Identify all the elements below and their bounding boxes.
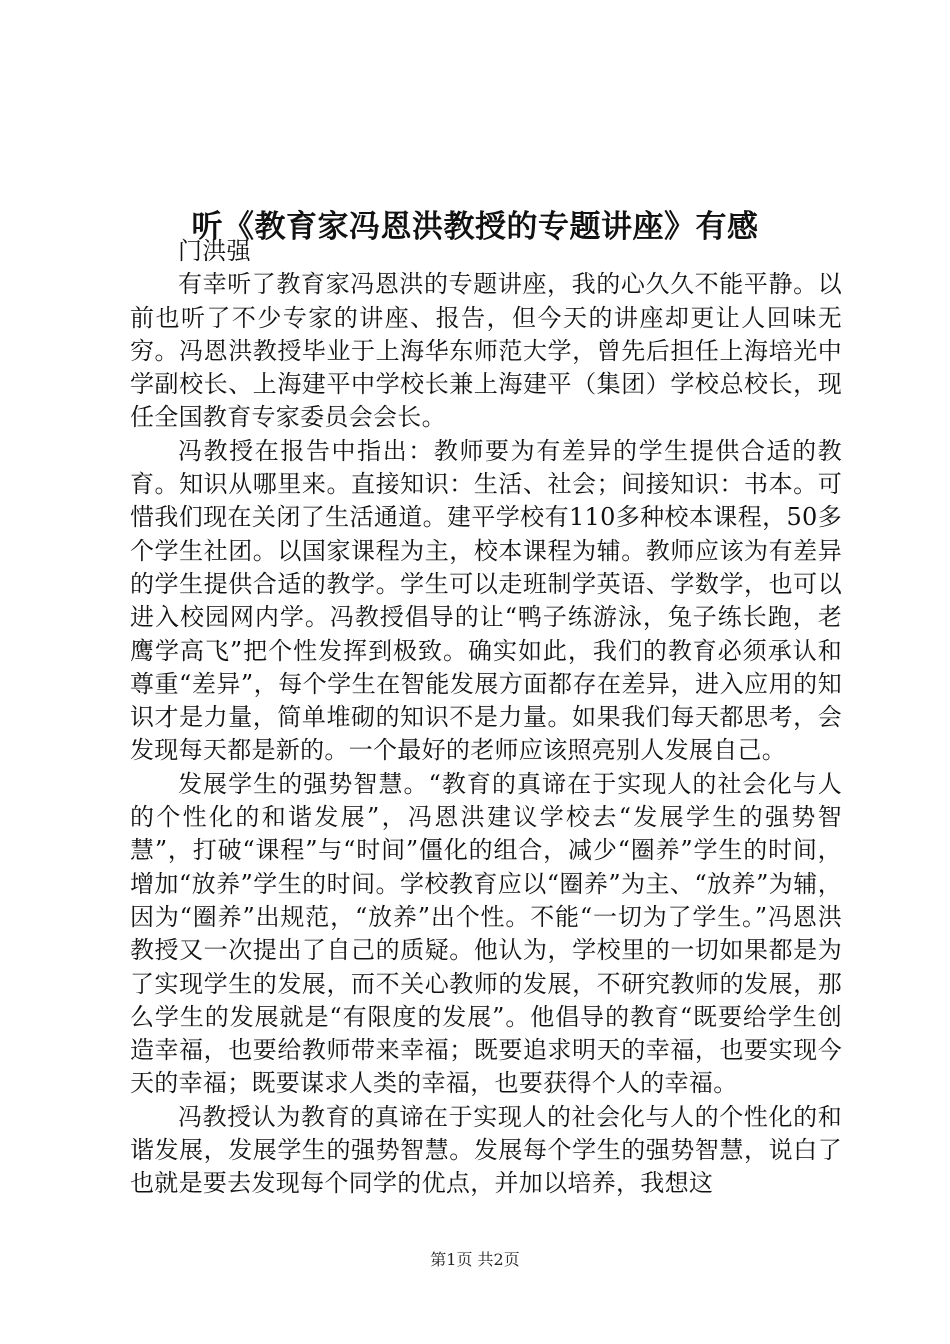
paragraph-differentiated-education: 冯教授在报告中指出：教师要为有差异的学生提供合适的教育。知识从哪里来。直接知识：生活、社会；间接知识：书本。可惜我们现在关闭了生活通道。建平学校有110多种校本课程，50多个学生社团。以国家课程为主，校本课程为辅。教师应该为有差异的学生提供合适的教学。学生可以走班制学英语、学数学，也可以进入校园网内学。冯教授倡导的让“鸭子练游泳，兔子练长跑，老鹰学高飞”把个性发挥到极致。确实如此，我们的教育必须承认和尊重“差异”，每个学生在智能发展方面都存在差异，进入应用的知识才是力量，简单堆砌的知识不是力量。如果我们每天都思考，会发现每天都是新的。一个最好的老师应该照亮别人发展自己。: [130, 436, 842, 765]
page-number-footer: 第1页 共2页: [430, 1250, 520, 1269]
author-name: 门洪强: [178, 237, 251, 265]
document-title: 听《教育家冯恩洪教授的专题讲座》有感: [191, 208, 759, 245]
paragraph-essence-of-education: 冯教授认为教育的真谛在于实现人的社会化与人的个性化的和谐发展，发展学生的强势智慧。发展每个学生的强势智慧，说白了也就是要去发现每个同学的优点，并加以培养，我想这: [130, 1102, 842, 1198]
paragraph-strength-wisdom: 发展学生的强势智慧。“教育的真谛在于实现人的社会化与人的个性化的和谐发展”，冯恩洪建议学校去“发展学生的强势智慧”，打破“课程”与“时间”僵化的组合，减少“圈养”学生的时间，增加“放养”学生的时间。学校教育应以“圈养”为主、“放养”为辅，因为“圈养”出规范，“放养”出个性。不能“一切为了学生。”冯恩洪教授又一次提出了自己的质疑。他认为，学校里的一切如果都是为了实现学生的发展，而不关心教师的发展，不研究教师的发展，那么学生的发展就是“有限度的发展”。他倡导的教育“既要给学生创造幸福，也要给教师带来幸福；既要追求明天的幸福，也要实现今天的幸福；既要谋求人类的幸福，也要获得个人的幸福。: [130, 769, 842, 1098]
document-body: [130, 235, 842, 1201]
paragraph-intro: 有幸听了教育家冯恩洪的专题讲座，我的心久久不能平静。以前也听了不少专家的讲座、报告，但今天的讲座却更让人回味无穷。冯恩洪教授毕业于上海华东师范大学，曾先后担任上海培光中学副校长、上海建平中学校长兼上海建平（集团）学校总校长，现任全国教育专家委员会会长。: [130, 270, 842, 432]
